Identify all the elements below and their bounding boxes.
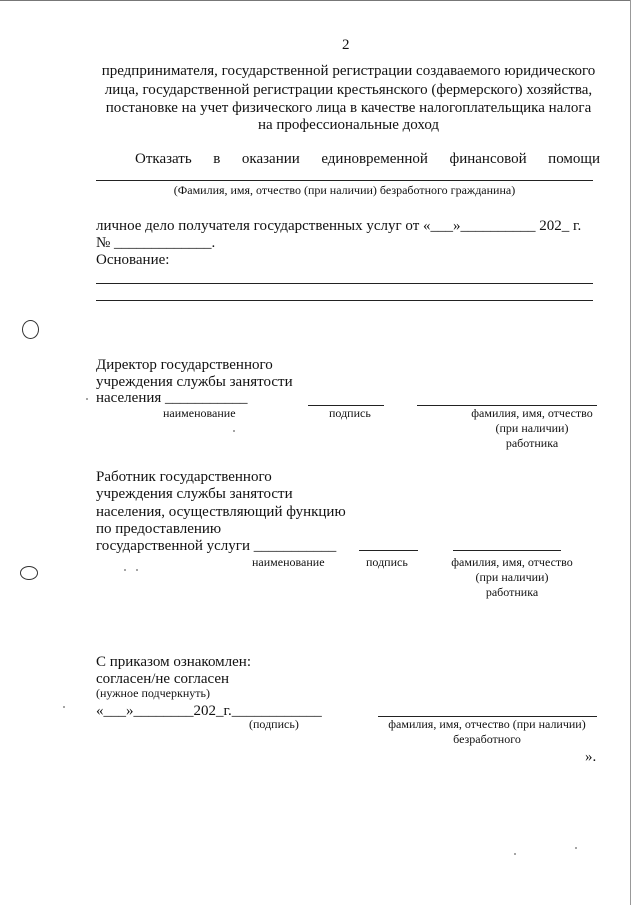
worker-line-3: населения, осуществляющий функцию — [96, 504, 346, 520]
basis-fill-line-1 — [96, 283, 593, 284]
basis-label: Основание: — [96, 252, 170, 268]
worker-line-2: учреждения службы занятости — [96, 486, 293, 502]
acquainted-caption-signature: (подпись) — [249, 717, 299, 731]
worker-line-1: Работник государственного — [96, 469, 272, 485]
scan-speck — [124, 569, 126, 571]
scan-speck — [514, 853, 516, 855]
page-top-edge — [0, 0, 631, 1]
director-line-2: учреждения службы занятости — [96, 374, 293, 390]
worker-line-5: государственной услуги ___________ — [96, 538, 337, 554]
worker-caption-fio-1: фамилия, имя, отчество — [451, 555, 573, 569]
refuse-word-3: оказании — [241, 151, 300, 167]
refuse-caption: (Фамилия, имя, отчество (при наличии) безработного гражданина) — [173, 183, 516, 197]
intro-line-4: на профессиональные доход — [257, 117, 440, 133]
refuse-word-4: единовременной — [321, 151, 428, 167]
director-line-3: населения ___________ — [96, 390, 248, 406]
intro-line-3: постановке на учет физического лица в качестве налогоплательщика налога — [105, 100, 592, 116]
case-file-number: № _____________. — [96, 235, 216, 251]
worker-caption-fio-3: работника — [485, 585, 539, 599]
refuse-word-1: Отказать — [135, 151, 192, 167]
director-caption-name: наименование — [163, 406, 236, 420]
intro-line-2: лица, государственной регистрации крестьянского (фермерского) хозяйства, — [104, 82, 593, 98]
acquainted-date: «___»________202_г.____________ — [96, 703, 322, 719]
scan-speck — [233, 430, 235, 432]
punch-hole-1 — [22, 320, 39, 339]
worker-caption-fio-2: (при наличии) — [475, 570, 549, 584]
case-file-text: личное дело получателя государственных услуг от «___»__________ 202_ г. — [96, 218, 582, 234]
scan-speck — [136, 569, 138, 571]
director-line-1: Директор государственного — [96, 357, 273, 373]
scan-speck — [86, 398, 88, 400]
acquainted-line-1: С приказом ознакомлен: — [96, 654, 252, 670]
closing-quote: ». — [585, 749, 597, 765]
worker-line-4: по предоставлению — [96, 521, 222, 537]
refuse-word-6: помощи — [548, 151, 600, 167]
basis-fill-line-2 — [96, 300, 593, 301]
refuse-word-2: в — [213, 151, 221, 167]
refuse-word-5: финансовой — [449, 151, 527, 167]
worker-fio-line — [453, 550, 561, 551]
acquainted-caption-fio-1: фамилия, имя, отчество (при наличии) — [388, 717, 586, 731]
scan-speck — [575, 847, 577, 849]
refuse-fill-line — [96, 180, 593, 181]
page-number: 2 — [342, 37, 350, 53]
refuse-line — [135, 150, 600, 168]
acquainted-line-2: согласен/не согласен — [96, 671, 230, 687]
acquainted-caption-fio-2: безработного — [453, 732, 521, 746]
director-caption-signature: подпись — [329, 406, 371, 420]
worker-signature-line — [359, 550, 418, 551]
acquainted-note: (нужное подчеркнуть) — [96, 686, 210, 700]
director-caption-fio-3: работника — [505, 436, 559, 450]
worker-caption-signature: подпись — [366, 555, 408, 569]
director-caption-fio-1: фамилия, имя, отчество — [471, 406, 593, 420]
intro-line-1: предпринимателя, государственной регистрации создаваемого юридического — [101, 63, 596, 79]
worker-caption-name: наименование — [252, 555, 325, 569]
director-caption-fio-2: (при наличии) — [495, 421, 569, 435]
scan-speck — [63, 706, 65, 708]
punch-hole-2 — [20, 566, 38, 580]
